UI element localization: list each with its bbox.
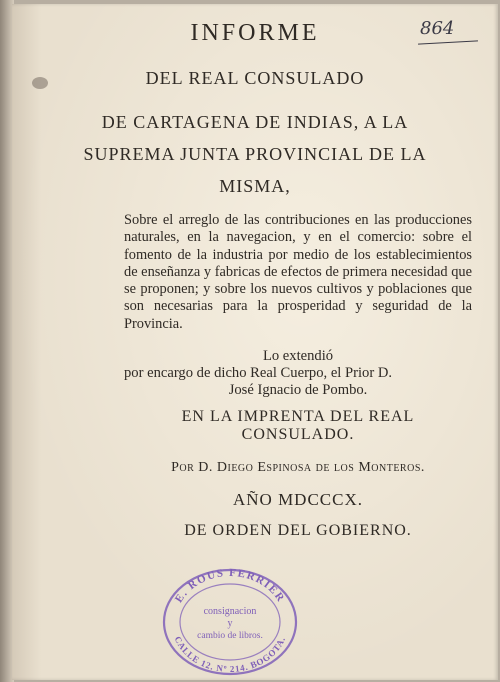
subtitle-line-1: DEL REAL CONSULADO — [145, 68, 365, 88]
subtitle-line-4: MISMA, — [219, 176, 291, 196]
author-line-2: por encargo de dicho Real Cuerpo, el Prior D. — [124, 365, 393, 381]
subtitle-line-3: SUPREMA JUNTA PROVINCIAL DE LA — [83, 144, 427, 164]
stamp-line-3: cambio de libros. — [197, 631, 263, 641]
imprint-line-2: CONSULADO. — [241, 426, 355, 443]
printer-line: Por D. Diego Espinosa de los Monteros. — [171, 460, 425, 475]
stamp-line-2: y — [227, 618, 233, 629]
stamp-bottom-text: CALLE 12. Nº 214. BOGOTA. — [172, 634, 288, 675]
subtitle-line-2: DE CARTAGENA DE INDIAS, A LA — [101, 112, 409, 132]
title-heading: INFORME — [190, 20, 320, 46]
summary-paragraph: Sobre el arreglo de las contribuciones en las producciones naturales, en la navegacion, y en el comercio: sobre el fomento de la industria por medio de los establecimientos de enseñanza y fabricas de efectos de primera necesidad que se proponen; y sobre los nuevos cultivos y poblaciones que son necesarias para la prosperidad y seguridad de la Provincia. — [124, 212, 472, 332]
author-line-3: José Ignacio de Pombo. — [228, 382, 368, 398]
year-line: AÑO MDCCCX. — [232, 490, 364, 509]
author-line-1: Lo extendió — [262, 348, 334, 364]
handwritten-number: 864 — [420, 18, 455, 39]
stamp-top-text: E. ROUS FERRIER — [172, 566, 288, 605]
imprint-line-1: EN LA IMPRENTA DEL REAL — [181, 408, 415, 425]
bookseller-stamp — [160, 564, 300, 676]
stamp-line-1: consignacion — [203, 606, 257, 617]
title-page — [12, 4, 498, 680]
authority-line: DE ORDEN DEL GOBIERNO. — [184, 522, 412, 539]
